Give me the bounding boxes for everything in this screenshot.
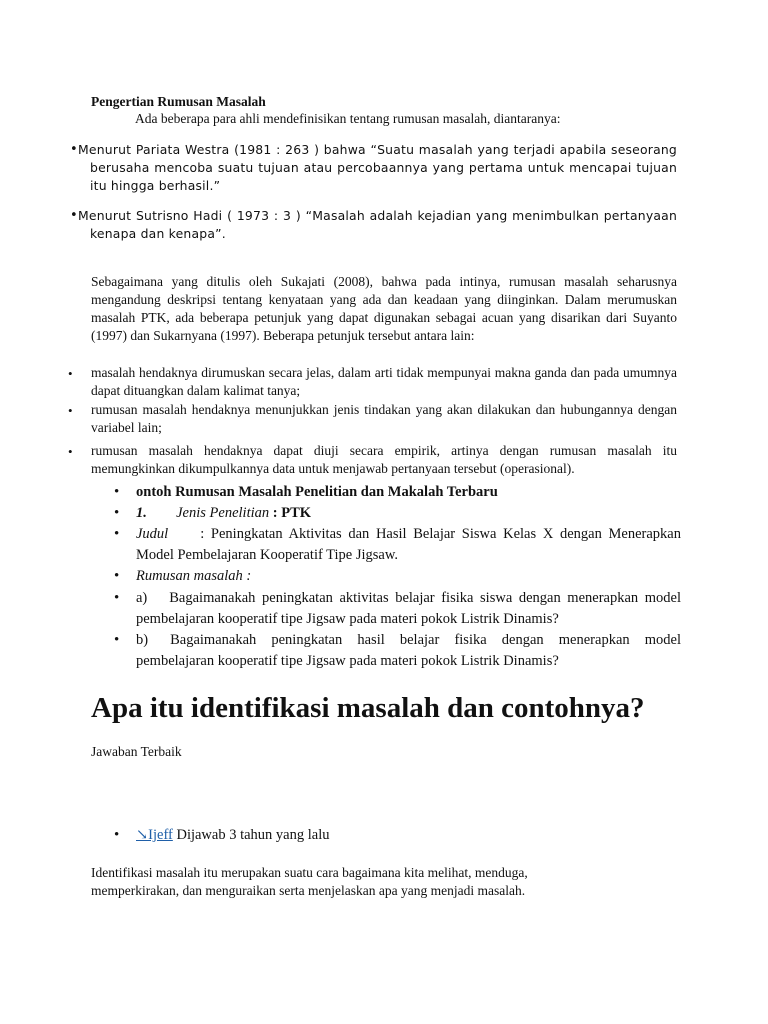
section-title: Pengertian Rumusan Masalah: [91, 94, 266, 109]
jenis-value: PTK: [281, 505, 312, 521]
judul-label: Judul: [136, 526, 169, 542]
section-intro: Ada beberapa para ahli mendefinisikan tentang rumusan masalah, diantaranya:: [135, 111, 561, 126]
bullet-marker: •: [68, 403, 73, 418]
guideline-3: rumusan masalah hendaknya dapat diuji secara empirik, artinya dengan rumusan masalah itu memungkinkan dikumpulkannya data untuk menjawab pertanyaan tersebut (operasional).: [91, 443, 677, 476]
bullet-marker: •: [70, 142, 78, 157]
bullet-marker: •: [114, 827, 120, 843]
jenis-label: Jenis Penelitian: [176, 505, 270, 521]
answered-when: Dijawab 3 tahun yang lalu: [172, 827, 330, 843]
question-a-text: Bagaimanakah peningkatan aktivitas belajar fisika siswa dengan menerapkan model pembelajaran kooperatif tipe Jigsaw pada materi pokok Listrik Dinamis?: [136, 590, 681, 627]
quote-hadi-body: Menurut Sutrisno Hadi ( 1973 : 3 ) “Masalah adalah kejadian yang menimbulkan pertanyaan kenapa dan kenapa”.: [78, 208, 677, 241]
bullet-marker: •: [68, 444, 73, 459]
question-a: [136, 588, 681, 630]
question-heading: Apa itu identifikasi masalah dan contohnya?: [91, 692, 645, 724]
question-b-label: b): [136, 632, 149, 648]
question-b-text: Bagaimanakah peningkatan hasil belajar fisika dengan menerapkan model pembelajaran kooperatif tipe Jigsaw pada materi pokok Listrik Dinamis?: [136, 632, 681, 669]
example-heading: ontoh Rumusan Masalah Penelitian dan Makalah Terbaru: [136, 484, 498, 500]
rumusan-label: Rumusan masalah :: [136, 568, 252, 584]
jenis-penelitian-row: [136, 503, 681, 524]
answer-text: Identifikasi masalah itu merupakan suatu cara bagaimana kita melihat, menduga, memperkirakan, dan menguraikan serta menjelaskan apa yang menjadi masalah.: [91, 865, 528, 898]
quote-westra-text: [78, 141, 677, 195]
bullet-marker: •: [114, 590, 120, 606]
quote-hadi-text: [78, 207, 677, 243]
question-a-label: a): [136, 590, 148, 606]
sukajati-paragraph: Sebagaimana yang ditulis oleh Sukajati (2008), bahwa pada intinya, rumusan masalah seharusnya mengandung deskripsi tentang kenyataan yang ada dan keadaan yang diinginkan. Dalam merumuskan masalah PTK, ada beberapa petunjuk yang dapat digunakan sebagai acuan yang disarikan dari Suyanto (1997) dan Sukarnyana (1997). Beberapa petunjuk tersebut antara lain:: [91, 274, 677, 343]
bullet-marker: •: [114, 526, 120, 542]
bullet-marker: •: [114, 568, 120, 584]
guideline-2: rumusan masalah hendaknya menunjukkan jenis tindakan yang akan dilakukan dan hubungannya dengan variabel lain;: [91, 402, 677, 435]
judul-value: : Peningkatan Aktivitas dan Hasil Belajar Siswa Kelas X dengan Menerapkan Model Pembelajaran Kooperatif Tipe Jigsaw.: [136, 526, 681, 563]
question-b: [136, 630, 681, 672]
guideline-1: masalah hendaknya dirumuskan secara jelas, dalam arti tidak mempunyai makna ganda dan pada umumnya dapat dituangkan dalam kalimat tanya;: [91, 365, 677, 398]
jenis-number: 1.: [136, 505, 147, 521]
bullet-marker: •: [114, 484, 120, 500]
answer-meta: [136, 825, 681, 846]
judul-row: [136, 524, 681, 566]
quote-westra-body: Menurut Pariata Westra (1981 : 263 ) bahwa “Suatu masalah yang terjadi apabila seseorang berusaha mencoba suatu tujuan atau percobaannya yang pertama untuk mencapai tujuan itu hingga berhasil.”: [78, 142, 677, 193]
answerer-link[interactable]: ↘Ijeff: [136, 827, 173, 843]
bullet-marker: •: [70, 208, 78, 223]
bullet-marker: •: [68, 366, 73, 381]
bullet-marker: •: [114, 505, 120, 521]
jenis-sep: :: [269, 505, 282, 521]
bullet-marker: •: [114, 632, 120, 648]
best-answer-label: Jawaban Terbaik: [91, 744, 182, 759]
